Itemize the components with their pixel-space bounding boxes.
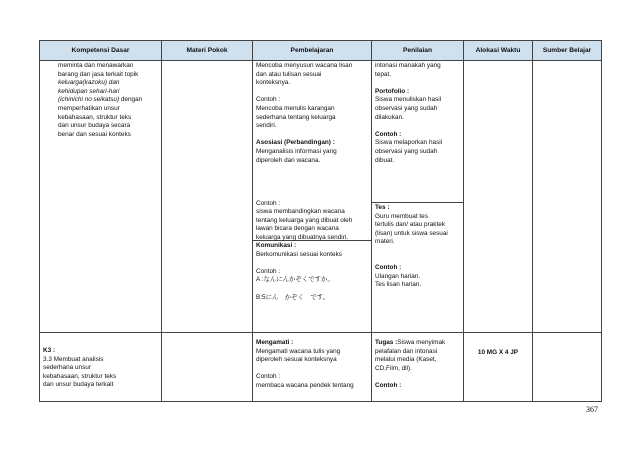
- penilaian-text: materi.: [375, 238, 395, 246]
- penilaian-text: observasi yang sudah: [375, 104, 438, 112]
- kompetensi-text: kehidupan sehari-hari: [58, 87, 120, 95]
- pembelajaran-text: keluarga yang dibuatnya sendiri.: [256, 233, 349, 241]
- penilaian-text: Tes lisan harian.: [375, 281, 422, 289]
- kompetensi-text-tail: dengan: [119, 96, 143, 104]
- pembelajaran-text: sederhana tentang keluarga: [256, 113, 336, 121]
- penilaian-cell: [372, 333, 464, 402]
- pembelajaran-text: lawan bicara dengan wacana: [256, 225, 339, 233]
- penilaian-text: [375, 339, 460, 348]
- penilaian-heading: Portofolio :: [375, 87, 410, 95]
- penilaian-heading: Tes :: [375, 204, 390, 211]
- penilaian-block-top: [372, 61, 463, 202]
- kompetensi-text: keluarga(kazoku) dan: [58, 79, 120, 87]
- penilaian-block-bottom: [372, 202, 463, 292]
- pembelajaran-japanese: B:5にん かぞく です。: [256, 293, 329, 301]
- penilaian-text: melalui media (Kaset,: [375, 356, 437, 364]
- header-penilaian: Penilaian: [372, 41, 464, 61]
- pembelajaran-block-bottom: [253, 240, 371, 304]
- sumber-cell: [533, 333, 602, 402]
- penilaian-text: Guru membuat tes: [375, 212, 428, 220]
- kompetensi-text: meminta dan menawarkan: [58, 62, 134, 69]
- kompetensi-text: memperhatikan unsur: [58, 104, 120, 112]
- kompetensi-text: kebahasaan, struktur teks: [43, 372, 117, 380]
- pembelajaran-text: membaca wacana pendek tentang: [256, 381, 354, 389]
- kompetensi-text: benar dan sesuai konteks: [58, 130, 131, 138]
- pembelajaran-text: Menganalisis informasi yang: [256, 147, 337, 155]
- penilaian-text: dibuat.: [375, 156, 395, 164]
- header-sumber-belajar: Sumber Belajar: [533, 41, 602, 61]
- page-number: 367: [586, 405, 598, 414]
- penilaian-text: Siswa melaporkan hasil: [375, 139, 443, 147]
- kompetensi-text: barang dan jasa terkait topik: [58, 70, 139, 78]
- header-row: [40, 41, 602, 61]
- table-row: [40, 333, 602, 402]
- table-row: [40, 61, 602, 333]
- kompetensi-cell: [40, 61, 162, 333]
- pembelajaran-heading: Komunikasi :: [256, 242, 297, 249]
- pembelajaran-text: siswa membandingkan wacana: [256, 208, 345, 216]
- penilaian-heading: Contoh :: [375, 264, 402, 272]
- penilaian-text: Siswa menuliskan hasil: [375, 96, 442, 104]
- header-kompetensi-dasar: Kompetensi Dasar: [40, 41, 162, 61]
- kompetensi-text: [58, 96, 158, 105]
- pembelajaran-text: diperoleh dari wacana.: [256, 156, 321, 164]
- pembelajaran-heading: Mengamati :: [256, 339, 294, 346]
- pembelajaran-text: Contoh :: [256, 373, 281, 381]
- penilaian-heading: Contoh :: [375, 130, 402, 138]
- penilaian-text: intonasi manakah yang: [375, 62, 441, 69]
- kompetensi-text: dan unsur budaya terkait: [43, 381, 114, 389]
- pembelajaran-text: konteksnya.: [256, 79, 291, 87]
- header-materi-pokok: Materi Pokok: [162, 41, 253, 61]
- header-alokasi-waktu: Alokasi Waktu: [464, 41, 533, 61]
- kompetensi-text: kebahasaan, struktur teks: [58, 113, 132, 121]
- pembelajaran-text: Contoh :: [256, 199, 281, 207]
- alokasi-cell: [464, 333, 533, 402]
- pembelajaran-text: Berkomunikasi sesuai konteks: [256, 250, 342, 258]
- pembelajaran-japanese: A :なんにんかぞくですか。: [256, 276, 334, 284]
- header-pembelajaran: Pembelajaran: [253, 41, 372, 61]
- alokasi-waktu-value: 10 MG X 4 JP: [477, 349, 519, 356]
- penilaian-text: CD,Film, dll).: [375, 364, 412, 372]
- syllabus-page: [39, 40, 601, 402]
- penilaian-text: tertulis dan/ atau praktek: [375, 221, 445, 229]
- pembelajaran-cell: [253, 61, 372, 333]
- penilaian-heading: Contoh :: [375, 381, 402, 389]
- sumber-cell: [533, 61, 602, 333]
- pembelajaran-text: Contoh :: [256, 96, 281, 104]
- pembelajaran-text: dan atau tulisan sesuai: [256, 70, 322, 78]
- pembelajaran-heading: Asosiasi (Perbandingan) :: [256, 139, 335, 147]
- pembelajaran-text: sendiri.: [256, 122, 277, 130]
- penilaian-text-tail: Siswa menyimak: [397, 339, 446, 346]
- penilaian-text: Ulangan harian.: [375, 272, 421, 280]
- penilaian-text: (lisan) untuk siswa sesuai: [375, 229, 448, 237]
- materi-cell: [162, 333, 253, 402]
- pembelajaran-text: Mencoba menyusun wacana lisan: [256, 62, 353, 69]
- pembelajaran-text: diperoleh sesuai konteksnya: [256, 356, 337, 364]
- pembelajaran-text: Mencoba menulis karangan: [256, 104, 335, 112]
- materi-cell: [162, 61, 253, 333]
- kompetensi-cell: [40, 333, 162, 402]
- kompetensi-heading: K3 :: [43, 347, 56, 354]
- penilaian-text: pelafalan dan intonasi: [375, 347, 438, 355]
- syllabus-table: [39, 40, 602, 402]
- alokasi-cell: [464, 61, 533, 333]
- penilaian-cell: [372, 61, 464, 333]
- kompetensi-italic-term: (ichinichi no seikatsu): [58, 96, 120, 104]
- pembelajaran-block-top: [253, 61, 371, 240]
- pembelajaran-text: tentang keluarga yang dibuat oleh: [256, 216, 353, 224]
- pembelajaran-cell: [253, 333, 372, 402]
- kompetensi-text: dan unsur budaya secara: [58, 122, 131, 130]
- kompetensi-text: 3.3 Membuat analisis: [43, 355, 104, 363]
- penilaian-text: tepat.: [375, 70, 391, 78]
- penilaian-text: observasi yang sudah: [375, 147, 438, 155]
- pembelajaran-text: Contoh :: [256, 267, 281, 275]
- penilaian-heading: Tugas :: [375, 339, 398, 346]
- pembelajaran-text: Mengamati wacana tulis yang: [256, 347, 341, 355]
- penilaian-text: dilakukan.: [375, 113, 404, 121]
- kompetensi-text: sederhana unsur: [43, 364, 91, 372]
